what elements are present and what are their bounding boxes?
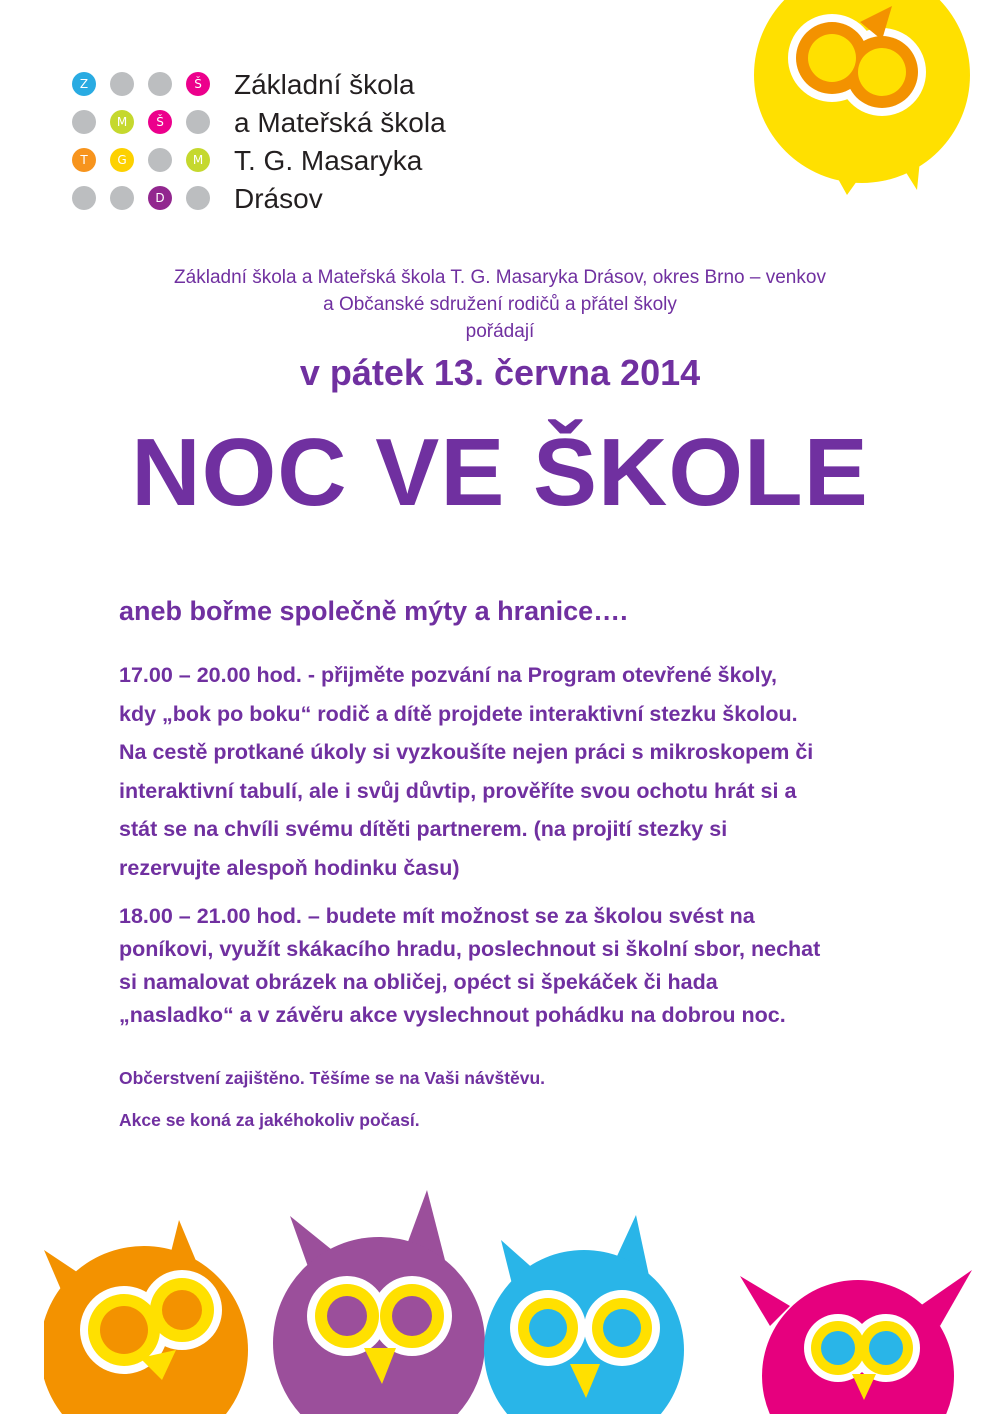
logo-dot: D — [148, 186, 172, 210]
paragraph-line: stát se na chvíli svému dítěti partnerem. (na projití stezky si — [119, 817, 728, 841]
school-name-line: Drásov — [234, 183, 323, 214]
purple-owl-illustration — [272, 1188, 487, 1414]
school-name-line: T. G. Masaryka — [234, 145, 423, 176]
logo-dot: T — [72, 148, 96, 172]
paragraph-line: interaktivní tabulí, ale i svůj důvtip, prověříte svou ochotu hrát si a — [119, 778, 797, 803]
paragraph-line: rezervujte alespoň hodinku času) — [119, 855, 460, 880]
school-logo — [72, 72, 212, 212]
blue-owl-illustration — [476, 1200, 691, 1414]
paragraph-line: 17.00 – 20.00 hod. - přijměte pozvání na Program otevřené školy, — [119, 663, 777, 687]
logo-dot — [148, 148, 172, 172]
yellow-owl-illustration — [752, 0, 972, 210]
logo-dot: Š — [186, 72, 210, 96]
paragraph-line: kdy „bok po boku“ rodič a dítě projdete interaktivní stezku školou. — [119, 701, 798, 726]
logo-dot: M — [110, 110, 134, 134]
logo-dot — [186, 110, 210, 134]
paragraph-line: si namalovat obrázek na obličej, opéct si špekáček či hada — [119, 970, 718, 994]
program-paragraph-1 — [119, 656, 889, 887]
school-name — [234, 66, 446, 218]
paragraph-line: poníkovi, využít skákacího hradu, poslechnout si školní sbor, nechat — [119, 937, 821, 961]
logo-dot: Š — [148, 110, 172, 134]
event-subtitle: aneb bořme společně mýty a hranice…. — [119, 596, 628, 626]
logo-dot — [72, 110, 96, 134]
logo-dot: G — [110, 148, 134, 172]
paragraph-line: 18.00 – 21.00 hod. – budete mít možnost se za školou svést na — [119, 904, 755, 928]
paragraph-line: Na cestě protkané úkoly si vyzkoušíte nejen práci s mikroskopem či — [119, 740, 814, 764]
refreshments-note: Občerstvení zajištěno. Těšíme se na Vaši návštěvu. — [119, 1068, 546, 1088]
orange-owl-illustration — [44, 1210, 274, 1414]
logo-dot — [186, 186, 210, 210]
event-date: v pátek 13. června 2014 — [299, 352, 701, 393]
logo-dot: M — [186, 148, 210, 172]
organizers — [0, 264, 1000, 345]
logo-dot — [110, 72, 134, 96]
pink-owl-illustration — [740, 1266, 976, 1414]
logo-dot — [72, 186, 96, 210]
school-name-line: Základní škola — [234, 69, 415, 100]
weather-note: Akce se koná za jakéhokoliv počasí. — [119, 1110, 420, 1130]
logo-dot: Z — [72, 72, 96, 96]
logo-dot — [148, 72, 172, 96]
paragraph-line: „nasladko“ a v závěru akce vyslechnout pohádku na dobrou noc. — [119, 1003, 786, 1027]
organizers-line: a Občanské sdružení rodičů a přátel školy — [323, 294, 677, 315]
organizers-line: pořádají — [465, 321, 535, 342]
logo-dot — [110, 186, 134, 210]
event-title: NOC VE ŠKOLE — [131, 419, 869, 526]
program-paragraph-2 — [119, 900, 899, 1032]
organizers-line: Základní škola a Mateřská škola T. G. Masaryka Drásov, okres Brno – venkov — [174, 267, 826, 288]
school-name-line: a Mateřská škola — [234, 107, 446, 138]
